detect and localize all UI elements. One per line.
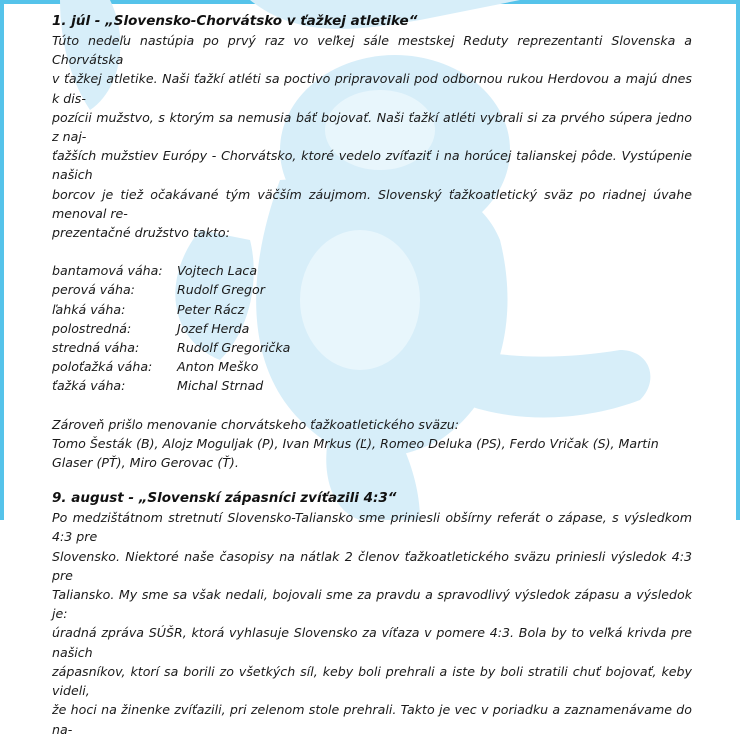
text-line: že hoci na žinenke zvíťazili, pri zelenom stole prehrali. Takto je vec v poriadku a zaznamenávame do na- bbox=[52, 702, 692, 737]
weight-category: poloťažká váha: bbox=[52, 359, 153, 375]
weight-category: polostredná: bbox=[52, 320, 132, 336]
weight-category: stredná váha: bbox=[52, 340, 140, 356]
text-line: Tomo Šesták (B), Alojz Moguljak (P), Ivan Mrkus (Ľ), Romeo Deluka (PS), Ferdo Vričak (S), Martin bbox=[52, 435, 659, 451]
section1-closing bbox=[52, 415, 692, 473]
roster-row bbox=[52, 319, 692, 338]
roster-row bbox=[52, 261, 692, 280]
athlete-name: Michal Strnad bbox=[177, 378, 264, 394]
roster-row bbox=[52, 300, 692, 319]
athlete-name: Jozef Herda bbox=[177, 320, 250, 336]
text-line: pozícii mužstvo, s ktorým sa nemusia báť bojovať. Naši ťažkí atléti vybrali si za prvého súpera jedno z naj- bbox=[52, 109, 692, 145]
athlete-name: Rudolf Gregor bbox=[177, 282, 265, 298]
text-line: borcov je tiež očakávané tým väčším záujmom. Slovenský ťažkoatletický sväz po riadnej úvahe menoval re- bbox=[52, 186, 692, 221]
text-line: Glaser (PŤ), Miro Gerovac (Ť). bbox=[52, 455, 239, 471]
section2-heading: 9. august - „Slovenskí zápasníci zvíťazili 4:3“ bbox=[52, 490, 397, 507]
roster-row bbox=[52, 280, 692, 299]
text-line: prezentačné družstvo takto: bbox=[52, 225, 230, 241]
text-line: Po medzištátnom stretnutí Slovensko-Taliansko sme priniesli obšírny referát o zápase, s výsledkom 4:3 pre bbox=[52, 510, 692, 545]
team-roster bbox=[52, 261, 692, 395]
text-line: úradná zpráva SÚŠR, ktorá vyhlasuje Slovensko za víťaza v pomere 4:3. Bola by to veľká krivda pre našich bbox=[52, 625, 692, 660]
text-line: zápasníkov, ktorí sa borili zo všetkých síl, keby boli prehrali a iste by boli stratili chuť bojovať, keby videli, bbox=[52, 663, 692, 699]
weight-category: bantamová váha: bbox=[52, 263, 163, 279]
section2-body bbox=[52, 508, 692, 738]
section1-heading: 1. júl - „Slovensko-Chorvátsko v ťažkej atletike“ bbox=[52, 13, 418, 29]
athlete-name: Anton Meško bbox=[177, 359, 259, 375]
text-line: Slovensko. Niektoré naše časopisy na nátlak 2 členov ťažkoatletického sväzu priniesli výsledok 4:3 pre bbox=[52, 548, 692, 583]
article-content bbox=[52, 12, 692, 739]
text-line: Taliansko. My sme sa však nedali, bojovali sme za pravdu a spravodlivý výsledok zápasu a výsledok je: bbox=[52, 587, 692, 622]
roster-row bbox=[52, 338, 692, 357]
weight-category: ťažká váha: bbox=[52, 378, 126, 394]
athlete-name: Vojtech Laca bbox=[177, 263, 258, 279]
athlete-name: Rudolf Gregorička bbox=[177, 340, 291, 356]
text-line: v ťažkej atletike. Naši ťažkí atléti sa poctivo pripravovali pod odbornou rukou Herdovou a majú dnes k dis- bbox=[52, 71, 692, 106]
text-line: Zároveň prišlo menovanie chorvátskeho ťažkoatletického sväzu: bbox=[52, 416, 459, 432]
weight-category: ľahká váha: bbox=[52, 301, 126, 317]
athlete-name: Peter Rácz bbox=[177, 301, 245, 317]
text-line: ťažších mužstiev Európy - Chorvátsko, ktoré vedelo zvíťaziť i na horúcej talianskej pôde. Vystúpenie našich bbox=[52, 148, 692, 183]
roster-row bbox=[52, 376, 692, 395]
weight-category: perová váha: bbox=[52, 282, 135, 298]
text-line: Túto nedeľu nastúpia po prvý raz vo veľkej sále mestskej Reduty reprezentanti Slovenska a Chorvátska bbox=[52, 33, 692, 68]
roster-row bbox=[52, 357, 692, 376]
section1-intro bbox=[52, 31, 692, 242]
